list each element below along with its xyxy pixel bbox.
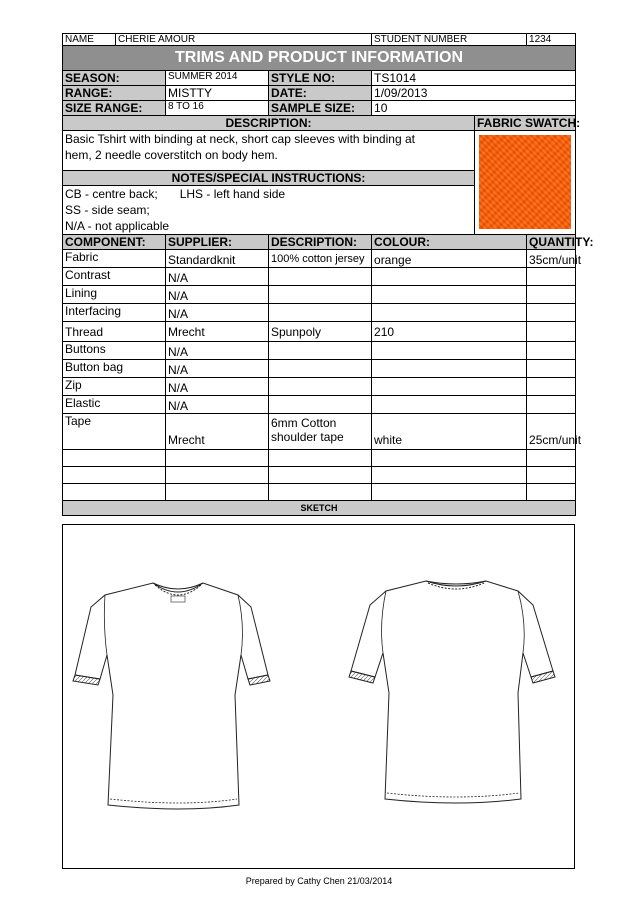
supplier-cell: N/A — [166, 304, 269, 322]
supplier-cell: N/A — [166, 268, 269, 286]
range-value: MISTTY — [166, 86, 269, 101]
notes-lhs: LHS - left hand side — [179, 187, 286, 201]
notes-na: N/A - not applicable — [65, 219, 170, 233]
colour-cell: white — [372, 414, 527, 450]
notes-cb: CB - centre back; — [65, 187, 158, 201]
description-label: DESCRIPTION: — [63, 116, 475, 131]
spec-table — [62, 33, 594, 516]
back-view — [349, 581, 555, 803]
colour-header: COLOUR: — [372, 235, 527, 250]
table-row — [63, 450, 576, 467]
style-no-label: STYLE NO: — [269, 71, 372, 86]
spec-sheet — [62, 33, 594, 516]
tape-desc-line-2: shoulder tape — [271, 430, 344, 444]
colour-cell — [372, 268, 527, 286]
supplier-cell: N/A — [166, 396, 269, 414]
colour-cell: orange — [372, 250, 527, 268]
description-cell — [269, 360, 372, 378]
size-range-label: SIZE RANGE: — [63, 101, 166, 116]
table-row — [63, 322, 576, 342]
prepared-by-footer: Prepared by Cathy Chen 21/03/2014 — [245, 876, 393, 886]
description-header: DESCRIPTION: — [269, 235, 372, 250]
notes-ss: SS - side seam; — [65, 203, 150, 217]
component-cell: Lining — [63, 286, 166, 304]
notes-label: NOTES/SPECIAL INSTRUCTIONS: — [63, 171, 475, 186]
component-cell: Button bag — [63, 360, 166, 378]
component-cell: Interfacing — [63, 304, 166, 322]
description-cell — [269, 286, 372, 304]
tape-desc-line-1: 6mm Cotton — [271, 416, 337, 430]
supplier-cell: Standardknit — [166, 250, 269, 268]
component-cell: Contrast — [63, 268, 166, 286]
front-view — [73, 583, 270, 809]
colour-cell: 210 — [372, 322, 527, 342]
table-row — [63, 484, 576, 501]
supplier-cell: N/A — [166, 286, 269, 304]
component-cell: Tape — [63, 414, 166, 450]
supplier-cell: Mrecht — [166, 322, 269, 342]
quantity-cell: 25cm/unit — [527, 414, 576, 450]
colour-cell — [372, 304, 527, 322]
tshirt-sketch — [63, 525, 574, 868]
fabric-swatch-label: FABRIC SWATCH: — [475, 116, 576, 131]
colour-cell — [372, 396, 527, 414]
table-row — [63, 304, 576, 322]
fabric-swatch-cell — [475, 131, 576, 235]
table-row — [63, 342, 576, 360]
colour-cell — [372, 342, 527, 360]
style-no-value: TS1014 — [372, 71, 576, 86]
colour-cell — [372, 378, 527, 396]
quantity-cell — [527, 286, 576, 304]
quantity-cell — [527, 342, 576, 360]
description-cell — [269, 414, 372, 450]
quantity-cell — [527, 304, 576, 322]
supplier-cell: N/A — [166, 360, 269, 378]
table-row — [63, 286, 576, 304]
component-cell: Zip — [63, 378, 166, 396]
season-label: SEASON: — [63, 71, 166, 86]
student-number-value: 1234 — [527, 34, 576, 46]
quantity-cell — [527, 360, 576, 378]
table-row — [63, 378, 576, 396]
sketch-area — [62, 524, 575, 869]
table-row — [63, 467, 576, 484]
colour-cell — [372, 286, 527, 304]
quantity-header: QUANTITY: — [527, 235, 576, 250]
description-text — [63, 131, 475, 171]
notes-text — [63, 186, 475, 235]
quantity-cell — [527, 268, 576, 286]
sketch-label: SKETCH — [63, 501, 576, 516]
quantity-cell: 35cm/unit — [527, 250, 576, 268]
description-cell — [269, 342, 372, 360]
quantity-cell — [527, 322, 576, 342]
description-cell — [269, 378, 372, 396]
fabric-swatch — [479, 135, 571, 229]
student-number-label: STUDENT NUMBER — [372, 34, 527, 46]
sample-size-label: SAMPLE SIZE: — [269, 101, 372, 116]
supplier-header: SUPPLIER: — [166, 235, 269, 250]
supplier-cell: Mrecht — [166, 414, 269, 450]
description-cell — [269, 396, 372, 414]
description-cell — [269, 304, 372, 322]
component-cell: Fabric — [63, 250, 166, 268]
range-label: RANGE: — [63, 86, 166, 101]
sample-size-value: 10 — [372, 101, 576, 116]
date-value: 1/09/2013 — [372, 86, 576, 101]
quantity-cell — [527, 396, 576, 414]
description-line-1: Basic Tshirt with binding at neck, short cap sleeves with binding at — [65, 132, 415, 146]
component-header: COMPONENT: — [63, 235, 166, 250]
table-row — [63, 360, 576, 378]
sheet-title: TRIMS AND PRODUCT INFORMATION — [63, 46, 576, 71]
supplier-cell: N/A — [166, 378, 269, 396]
table-row — [63, 396, 576, 414]
name-value: CHERIE AMOUR — [116, 34, 372, 46]
component-cell: Buttons — [63, 342, 166, 360]
supplier-cell: N/A — [166, 342, 269, 360]
description-line-2: hem, 2 needle coverstitch on body hem. — [65, 148, 278, 162]
table-row — [63, 268, 576, 286]
description-cell — [269, 268, 372, 286]
table-row — [63, 414, 576, 450]
table-row — [63, 250, 576, 268]
size-range-value: 8 TO 16 — [166, 101, 269, 116]
description-cell: Spunpoly — [269, 322, 372, 342]
name-label: NAME — [63, 34, 116, 46]
component-cell: Elastic — [63, 396, 166, 414]
date-label: DATE: — [269, 86, 372, 101]
colour-cell — [372, 360, 527, 378]
description-cell: 100% cotton jersey — [269, 250, 372, 268]
quantity-cell — [527, 378, 576, 396]
component-cell: Thread — [63, 322, 166, 342]
season-value: SUMMER 2014 — [166, 71, 269, 86]
